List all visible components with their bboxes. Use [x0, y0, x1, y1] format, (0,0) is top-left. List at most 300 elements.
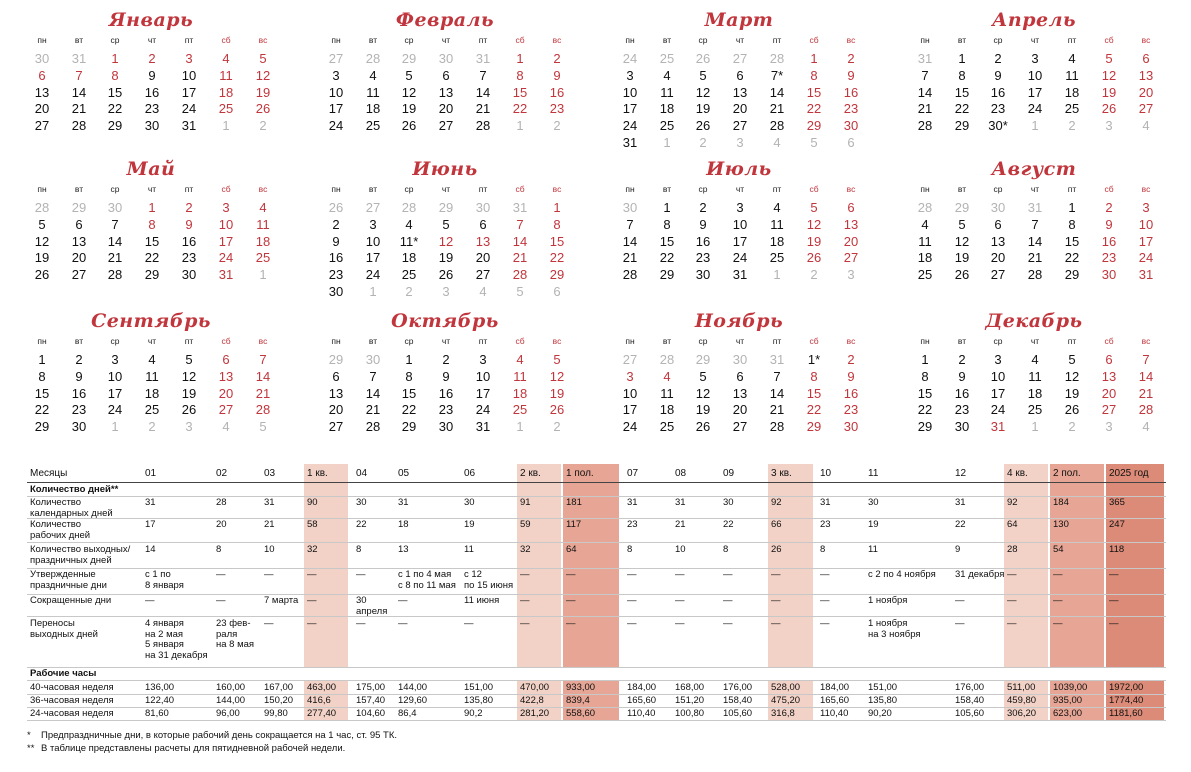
day-cell: 15 [144, 233, 160, 249]
table-cell: 21 [264, 519, 275, 530]
day-cell: 4 [1142, 118, 1150, 134]
day-cell: 29 [806, 118, 822, 134]
day-cell: 20 [1101, 385, 1117, 401]
day-cell: 12 [806, 216, 822, 232]
weekday-header: сб [809, 35, 819, 45]
day-cell: 17 [732, 233, 748, 249]
day-cell: 24 [107, 402, 123, 418]
table-cell: — [356, 569, 366, 580]
row-label: 40-часовая неделя [30, 682, 114, 693]
day-cell: 30 [954, 419, 970, 435]
day-cell: 8 [810, 368, 818, 384]
months-header: Месяцы [30, 468, 68, 479]
day-cell: 3 [847, 267, 855, 283]
day-cell: 5 [958, 216, 966, 232]
day-cell: 6 [75, 216, 83, 232]
day-cell: 31 [917, 51, 933, 66]
day-cell: 15 [917, 385, 933, 401]
day-cell: 16 [438, 385, 454, 401]
day-cell: 3 [1142, 200, 1150, 215]
day-cell: 5 [516, 284, 524, 299]
table-cell: 8 [627, 544, 633, 555]
table-cell: 96,00 [216, 708, 240, 719]
day-cell: 4 [369, 67, 377, 83]
weekday-header: вс [258, 336, 268, 346]
weekday-header: сб [221, 184, 231, 194]
column-header: 4 кв. [1007, 468, 1028, 479]
day-cell: 7 [369, 368, 377, 384]
day-cell: 21 [769, 402, 785, 418]
day-cell: 1 [1031, 118, 1039, 134]
day-cell: 25 [365, 118, 381, 134]
day-cell: 23 [843, 101, 859, 117]
weekday-header: пт [184, 336, 194, 346]
weekday-header: пн [625, 35, 635, 45]
day-cell: 3 [626, 368, 634, 384]
table-cell: — [675, 569, 685, 580]
day-cell: 4 [222, 51, 230, 66]
day-cell: 19 [954, 250, 970, 266]
day-cell: 27 [1138, 101, 1154, 117]
day-cell: 21 [769, 101, 785, 117]
day-cell: 8 [921, 368, 929, 384]
table-cell: — [264, 618, 274, 629]
month-title: Декабрь [985, 310, 1083, 332]
table-cell: 623,00 [1053, 708, 1083, 719]
day-cell: 26 [806, 250, 822, 266]
day-cell: 17 [218, 233, 234, 249]
table-cell: — [627, 569, 637, 580]
table-cell: 175,00 [356, 682, 386, 693]
day-cell: 1 [773, 267, 781, 283]
day-cell: 16 [549, 84, 565, 100]
day-cell: 26 [181, 402, 197, 418]
day-cell: 12 [1064, 368, 1080, 384]
day-cell: 31 [732, 267, 748, 283]
weekday-header: чт [1030, 336, 1040, 346]
table-cell: 31 [955, 497, 966, 508]
day-cell: 2 [1068, 118, 1076, 134]
row-divider [27, 707, 1166, 708]
day-cell: 31 [181, 118, 197, 134]
footnote-text: В таблице представлены расчеты для пятидневной рабочей недели. [41, 743, 346, 754]
day-cell: 20 [990, 250, 1006, 266]
day-cell: 1 [663, 200, 671, 215]
table-cell: 157,40 [356, 695, 386, 706]
day-cell: 15 [806, 84, 822, 100]
day-cell: 13 [732, 385, 748, 401]
table-cell: — [820, 569, 830, 580]
table-cell: 20 [216, 519, 227, 530]
day-cell: 30 [695, 267, 711, 283]
weekday-header: вс [846, 336, 856, 346]
table-cell: — [307, 569, 317, 580]
table-cell: 160,00 [216, 682, 246, 693]
day-cell: 6 [994, 216, 1002, 232]
weekday-header: пт [772, 35, 782, 45]
footnote-mark: ** [27, 743, 35, 754]
weekday-header: ср [993, 336, 1003, 346]
day-cell: 21 [1138, 385, 1154, 401]
table-cell: 17 [145, 519, 156, 530]
day-cell: 29 [659, 267, 675, 283]
table-cell: 277,40 [307, 708, 337, 719]
day-cell: 3 [626, 67, 634, 83]
day-cell: 3 [369, 216, 377, 232]
table-cell: 167,00 [264, 682, 294, 693]
table-cell: — [1109, 595, 1119, 606]
day-cell: 28 [71, 118, 87, 134]
day-cell: 26 [328, 200, 344, 215]
day-cell: 10 [365, 233, 381, 249]
day-cell: 21 [365, 402, 381, 418]
day-cell: 3 [185, 419, 193, 435]
footnote-mark: * [27, 730, 31, 741]
weekday-header: чт [147, 35, 157, 45]
row-divider [27, 616, 1166, 617]
day-cell: 3 [736, 135, 744, 150]
summary-table [27, 464, 1166, 722]
day-cell: 3 [111, 352, 119, 367]
day-cell: 6 [736, 67, 744, 83]
day-cell: 17 [328, 101, 344, 117]
day-cell: 14 [255, 368, 271, 384]
day-cell: 1 [1031, 419, 1039, 435]
day-cell: 10 [328, 84, 344, 100]
table-cell: 130 [1053, 519, 1069, 530]
day-cell: 3 [222, 200, 230, 215]
table-cell: 31 [627, 497, 638, 508]
shaded-column [563, 464, 619, 667]
day-cell: 9 [148, 67, 156, 83]
table-cell: 1774,40 [1109, 695, 1144, 706]
day-cell: 12 [695, 385, 711, 401]
day-cell: 27 [475, 267, 491, 283]
day-cell: 4 [663, 368, 671, 384]
day-cell: 2 [847, 352, 855, 367]
row-divider [27, 496, 1166, 497]
day-cell: 21 [255, 385, 271, 401]
column-header: 04 [356, 468, 368, 479]
day-cell: 7 [259, 352, 267, 367]
table-cell: — [566, 618, 576, 629]
table-cell: 558,60 [566, 708, 596, 719]
day-cell: 1 [516, 419, 524, 435]
table-cell: 64 [1007, 519, 1018, 530]
day-cell: 23 [954, 402, 970, 418]
table-cell: — [1007, 618, 1017, 629]
column-header: 07 [627, 468, 639, 479]
table-cell: — [723, 569, 733, 580]
table-cell: 135,80 [868, 695, 898, 706]
day-cell: 8 [111, 67, 119, 83]
table-cell: — [771, 595, 781, 606]
day-cell: 8 [810, 67, 818, 83]
day-cell: 12 [1101, 67, 1117, 83]
day-cell: 9 [442, 368, 450, 384]
table-cell: — [820, 618, 830, 629]
weekday-header: вт [74, 35, 84, 45]
day-cell: 1 [148, 200, 156, 215]
table-cell: — [1053, 595, 1063, 606]
day-cell: 6 [442, 67, 450, 83]
day-cell: 20 [328, 402, 344, 418]
month-title: Июль [706, 158, 772, 180]
day-cell: 27 [843, 250, 859, 266]
table-cell: — [264, 569, 274, 580]
table-cell: 110,40 [820, 708, 849, 719]
day-cell: 18 [365, 101, 381, 117]
day-cell: 22 [107, 101, 123, 117]
day-cell: 3 [1105, 118, 1113, 134]
day-cell: 22 [917, 402, 933, 418]
table-cell: 19 [868, 519, 879, 530]
table-cell: 176,00 [723, 682, 753, 693]
day-cell: 2 [75, 352, 83, 367]
weekday-header: вс [552, 184, 562, 194]
day-cell: 16 [843, 385, 859, 401]
weekday-header: вт [368, 336, 378, 346]
day-cell: 31 [769, 352, 785, 367]
day-cell: 2 [958, 352, 966, 367]
day-cell: 14 [622, 233, 638, 249]
day-cell: 6 [847, 135, 855, 150]
day-cell: 13 [71, 233, 87, 249]
table-cell: 11 [868, 544, 878, 555]
day-cell: 28 [622, 267, 638, 283]
day-cell: 28 [401, 200, 417, 215]
day-cell: 4 [516, 352, 524, 367]
table-cell: 81,60 [145, 708, 169, 719]
day-cell: 2 [810, 267, 818, 283]
weekday-header: чт [1030, 35, 1040, 45]
day-cell: 17 [1138, 233, 1154, 249]
day-cell: 17 [622, 101, 638, 117]
day-cell: 21 [1027, 250, 1043, 266]
table-cell: — [464, 618, 474, 629]
table-cell: 158,40 [955, 695, 985, 706]
table-cell: 8 [723, 544, 729, 555]
day-cell: 20 [732, 402, 748, 418]
weekday-header: пн [920, 184, 930, 194]
day-cell: 10 [622, 385, 638, 401]
row-divider [27, 482, 1166, 483]
day-cell: 23 [1101, 250, 1117, 266]
weekday-header: вт [957, 184, 967, 194]
table-cell: 54 [1053, 544, 1064, 555]
section-days-label: Количество дней** [30, 484, 119, 495]
day-cell: 7 [479, 67, 487, 83]
day-cell: 22 [144, 250, 160, 266]
day-cell: 28 [34, 200, 50, 215]
day-cell: 11 [1028, 368, 1042, 384]
day-cell: 15 [34, 385, 50, 401]
day-cell: 7 [921, 67, 929, 83]
day-cell: 19 [549, 385, 565, 401]
table-cell: 100,80 [675, 708, 705, 719]
table-cell: 475,20 [771, 695, 801, 706]
weekday-header: вс [1141, 184, 1151, 194]
day-cell: 23 [328, 267, 344, 283]
table-cell: 144,00 [398, 682, 428, 693]
table-cell: — [566, 595, 576, 606]
table-cell: — [1053, 618, 1063, 629]
day-cell: 4 [259, 200, 267, 215]
table-cell: 30 [868, 497, 879, 508]
day-cell: 12 [181, 368, 197, 384]
table-cell: 839,4 [566, 695, 590, 706]
day-cell: 5 [553, 352, 561, 367]
day-cell: 11 [145, 368, 159, 384]
day-cell: 23 [438, 402, 454, 418]
day-cell: 2 [148, 51, 156, 66]
weekday-header: вс [1141, 336, 1151, 346]
table-cell: 105,60 [723, 708, 753, 719]
weekday-header: чт [735, 184, 745, 194]
weekday-header: вс [846, 184, 856, 194]
day-cell: 20 [438, 101, 454, 117]
day-cell: 30 [438, 51, 454, 66]
table-cell: 176,00 [955, 682, 985, 693]
day-cell: 1 [38, 352, 46, 367]
day-cell: 1 [369, 284, 377, 299]
day-cell: 6 [847, 200, 855, 215]
table-cell: 247 [1109, 519, 1125, 530]
day-cell: 16 [144, 84, 160, 100]
weekday-header: пт [772, 184, 782, 194]
day-cell: 6 [479, 216, 487, 232]
day-cell: 5 [259, 51, 267, 66]
table-cell: — [675, 595, 685, 606]
day-cell: 31 [475, 51, 491, 66]
day-cell: 26 [695, 118, 711, 134]
day-cell: 28 [659, 352, 675, 367]
table-cell: — [1007, 595, 1017, 606]
day-cell: 17 [475, 385, 491, 401]
day-cell: 24 [181, 101, 197, 117]
day-cell: 11 [1065, 67, 1079, 83]
table-cell: 11 июня [464, 595, 500, 606]
table-cell: 165,60 [627, 695, 657, 706]
weekday-header: вт [662, 35, 672, 45]
day-cell: 31 [475, 419, 491, 435]
day-cell: 30 [438, 419, 454, 435]
table-cell: 105,60 [955, 708, 985, 719]
table-cell: 181 [566, 497, 582, 508]
day-cell: 16 [954, 385, 970, 401]
weekday-header: пн [331, 35, 341, 45]
day-cell: 13 [328, 385, 344, 401]
day-cell: 6 [736, 368, 744, 384]
table-cell: — [675, 618, 685, 629]
day-cell: 18 [255, 233, 271, 249]
table-cell: 23 фев- раля на 8 мая [216, 618, 255, 650]
column-header: 3 кв. [771, 468, 792, 479]
table-cell: 31 декабря [955, 569, 1005, 580]
day-cell: 9 [553, 67, 561, 83]
day-cell: 28 [255, 402, 271, 418]
day-cell: 4 [1142, 419, 1150, 435]
table-cell: 8 [820, 544, 826, 555]
day-cell: 16 [843, 84, 859, 100]
table-cell: 11 [464, 544, 474, 555]
day-cell: 14 [769, 385, 785, 401]
day-cell: 31 [218, 267, 234, 283]
row-label: Количество календарных дней [30, 497, 113, 519]
day-cell: 9 [1105, 216, 1113, 232]
column-header: 09 [723, 468, 735, 479]
table-cell: — [520, 618, 530, 629]
day-cell: 7 [516, 216, 524, 232]
table-cell: 8 [356, 544, 362, 555]
day-cell: 2 [553, 419, 561, 435]
table-cell: 21 [675, 519, 686, 530]
table-cell: 31 [145, 497, 156, 508]
day-cell: 23 [144, 101, 160, 117]
day-cell: 15 [954, 84, 970, 100]
table-cell: 10 [675, 544, 686, 555]
table-cell: 151,20 [675, 695, 705, 706]
month-title: Ноябрь [694, 310, 784, 332]
column-header: 02 [216, 468, 228, 479]
table-cell: 31 [264, 497, 275, 508]
column-header: 03 [264, 468, 276, 479]
day-cell: 1 [259, 267, 267, 283]
month-title: Апрель [991, 9, 1077, 31]
weekday-header: пт [772, 336, 782, 346]
day-cell: 19 [1064, 385, 1080, 401]
day-cell: 30 [107, 200, 123, 215]
weekday-header: пт [478, 35, 488, 45]
day-cell: 5 [259, 419, 267, 435]
day-cell: 26 [255, 101, 271, 117]
day-cell: 16 [1101, 233, 1117, 249]
weekday-header: ср [993, 184, 1003, 194]
day-cell: 10 [181, 67, 197, 83]
table-cell: 31 [398, 497, 409, 508]
weekday-header: вс [846, 35, 856, 45]
day-cell: 5 [810, 135, 818, 150]
column-header: 2 пол. [1053, 468, 1081, 479]
day-cell: 4 [222, 419, 230, 435]
table-cell: — [1109, 569, 1119, 580]
day-cell: 28 [107, 267, 123, 283]
table-cell: 110,40 [627, 708, 656, 719]
table-cell: 118 [1109, 544, 1125, 555]
day-cell: 1 [405, 352, 413, 367]
day-cell: 30 [843, 118, 859, 134]
shaded-column [1050, 464, 1104, 667]
weekday-header: ср [993, 35, 1003, 45]
table-cell: 122,40 [145, 695, 175, 706]
row-divider [27, 694, 1166, 695]
table-cell: 99,80 [264, 708, 288, 719]
day-cell: 25 [401, 267, 417, 283]
table-cell: 30 [356, 497, 367, 508]
day-cell: 18 [1027, 385, 1043, 401]
day-cell: 1 [222, 118, 230, 134]
day-cell: 10 [732, 216, 748, 232]
day-cell: 15 [107, 84, 123, 100]
row-label: Количество выходных/ праздничных дней [30, 544, 131, 566]
day-cell: 25 [1027, 402, 1043, 418]
day-cell: 17 [107, 385, 123, 401]
day-cell: 24 [622, 51, 638, 66]
weekday-header: пт [1067, 336, 1077, 346]
day-cell: 7 [111, 216, 119, 232]
day-cell: 1 [553, 200, 561, 215]
weekday-header: вт [368, 35, 378, 45]
